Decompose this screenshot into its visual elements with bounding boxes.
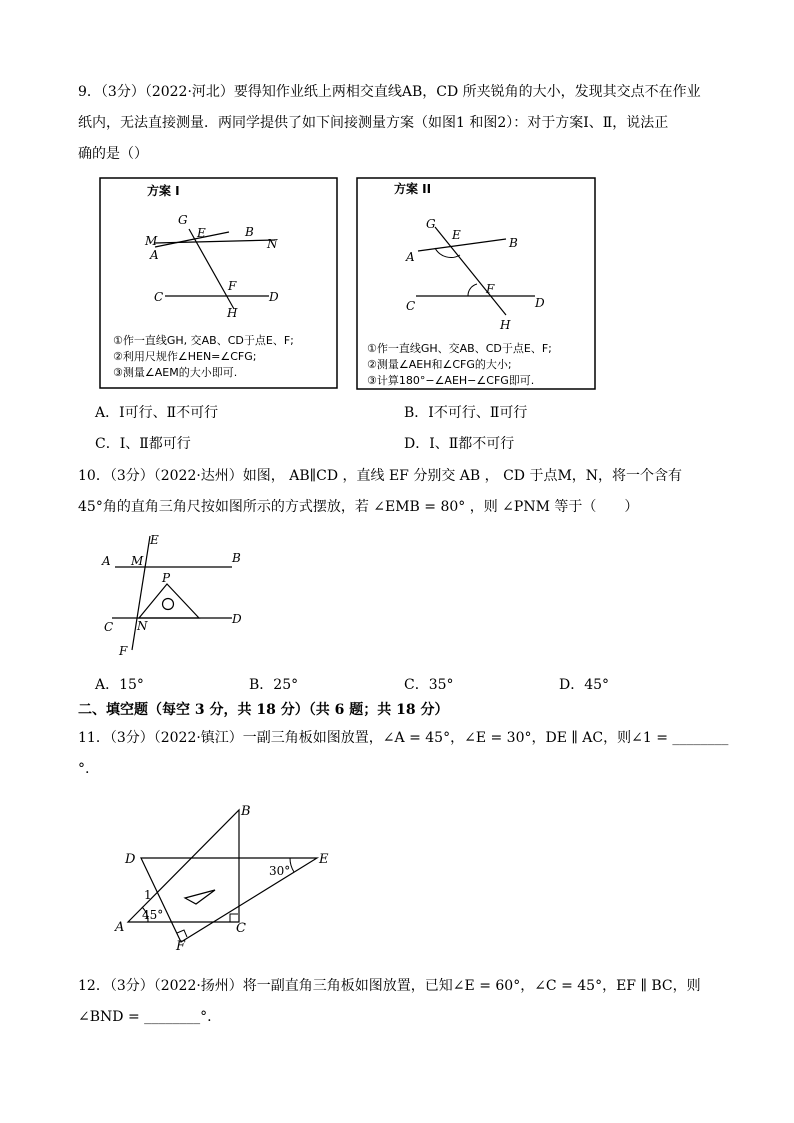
q10-text-line2: 45°角的直角三角尺按如图所示的方式摆放，若 ∠EMB = 80° ，则 ∠PNM 等于（ ） (78, 499, 639, 515)
q11-label-F: F (176, 939, 186, 954)
section-heading: 二、填空题（每空 3 分，共 18 分）（共 6 题；共 18 分） (78, 702, 449, 718)
q10-label-N: N (137, 619, 148, 633)
q9-option-c: C．Ⅰ、Ⅱ都可行 (95, 436, 191, 452)
fig1-step2: ②利用尺规作∠HEN=∠CFG; (113, 350, 257, 363)
fig1-label-F: F (228, 279, 237, 293)
q9-option-d: D．Ⅰ、Ⅱ都不可行 (404, 436, 515, 452)
fig1-title: 方案 I (147, 184, 180, 198)
q11-text-line2: °. (78, 761, 90, 777)
fig2-label-H: H (500, 318, 511, 332)
fig1-label-D: D (269, 290, 279, 304)
q12-text-line1: 12．（3分）（2022·扬州）将一副直角三角板如图放置，已知∠E = 60°，∠C = 45°，EF ∥ BC，则 (78, 978, 701, 994)
q11-figure (110, 800, 345, 954)
q12-text-line2: ∠BND = ________°. (78, 1009, 212, 1025)
fig1-label-E: E (197, 226, 206, 240)
q10-option-a: A．15° (95, 677, 144, 693)
fig2-label-D: D (535, 296, 545, 310)
fig2-label-C: C (406, 299, 416, 313)
q10-option-b: B．25° (249, 677, 299, 693)
fig2-label-B: B (509, 236, 518, 250)
q11-label-45: 45° (142, 908, 164, 922)
fig2-step1: ①作一直线GH、交AB、CD于点E、F; (367, 342, 552, 355)
fig1-label-M: M (145, 234, 158, 248)
q11-label-30: 30° (269, 864, 291, 878)
q9-text-line1: 9．（3分）（2022·河北）要得知作业纸上两相交直线AB，CD 所夹锐角的大小，发现其交点不在作业 (78, 84, 701, 100)
q10-label-P: P (162, 571, 171, 585)
q9-option-a: A．Ⅰ可行、Ⅱ不可行 (95, 405, 219, 421)
fig1-step3: ③测量∠AEM的大小即可. (113, 366, 238, 379)
fig2-title: 方案 II (394, 182, 432, 196)
q10-label-B: B (232, 551, 241, 565)
q10-figure (100, 528, 260, 663)
q10-label-F: F (119, 644, 128, 658)
q10-text-line1: 10．（3分）（2022·达州）如图， AB∥CD ，直线 EF 分别交 AB ， CD 于点M，N，将一个含有 (78, 468, 683, 484)
fig1-step1: ①作一直线GH, 交AB、CD于点E、F; (113, 334, 294, 347)
q11-label-E: E (319, 852, 329, 867)
q11-label-B: B (241, 804, 251, 819)
fig1-label-G: G (178, 213, 188, 227)
fig2-label-G: G (426, 217, 436, 231)
q11-label-1: 1 (144, 888, 152, 902)
q11-label-C: C (236, 921, 246, 936)
q10-label-E: E (150, 533, 159, 547)
q11-label-D: D (125, 852, 136, 867)
q10-option-d: D．45° (559, 677, 610, 693)
q9-figure-1 (99, 177, 339, 389)
fig2-step3: ③计算180°−∠AEH−∠CFG即可. (367, 374, 535, 387)
fig1-label-C: C (154, 290, 164, 304)
q10-label-C: C (104, 620, 114, 634)
q9-figure-2 (356, 177, 597, 391)
q9-text-line3: 确的是（） (78, 146, 148, 162)
fig2-step2: ②测量∠AEH和∠CFG的大小; (367, 358, 512, 371)
fig1-label-B: B (245, 225, 254, 239)
fig2-label-E: E (452, 228, 461, 242)
q11-label-A: A (115, 920, 125, 935)
fig2-label-F: F (486, 282, 495, 296)
q9-option-b: B．Ⅰ不可行、Ⅱ可行 (404, 405, 528, 421)
q10-label-M: M (131, 554, 144, 568)
q10-label-A: A (102, 554, 111, 568)
q10-label-D: D (232, 612, 242, 626)
q9-text-line2: 纸内，无法直接测量．两同学提供了如下间接测量方案（如图1 和图2）：对于方案Ⅰ、Ⅱ，说法正 (78, 115, 669, 131)
fig1-label-N: N (267, 237, 278, 251)
q10-option-c: C．35° (404, 677, 454, 693)
fig1-label-A: A (150, 248, 159, 262)
q11-text-line1: 11．（3分）（2022·镇江）一副三角板如图放置，∠A = 45°，∠E = 30°，DE ∥ AC，则∠1 = ________ (78, 730, 729, 746)
fig2-label-A: A (406, 250, 415, 264)
fig1-label-H: H (227, 306, 238, 320)
